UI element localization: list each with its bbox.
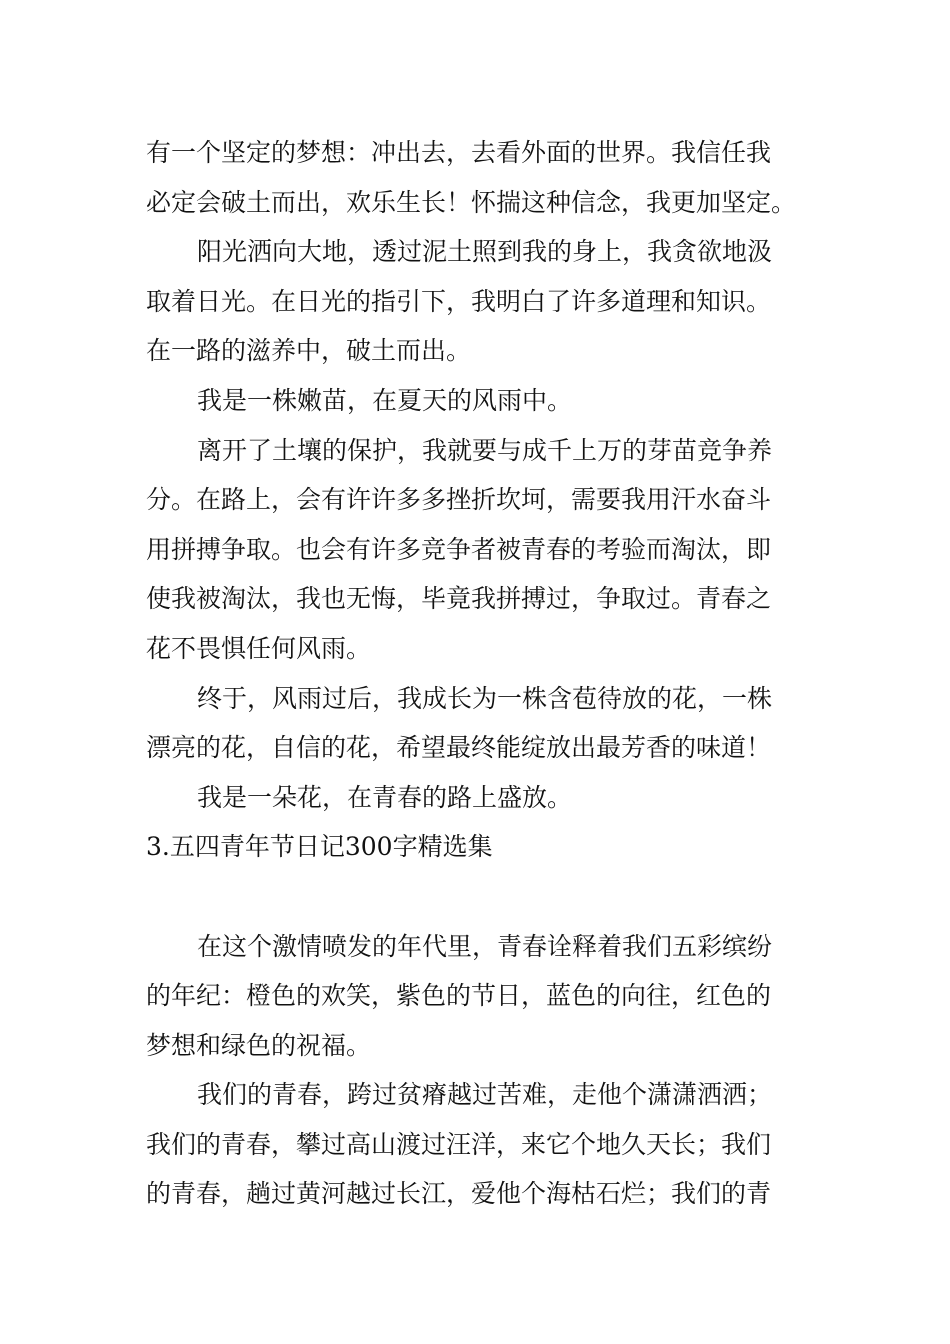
text-line: 我们的青春，攀过高山渡过汪洋，来它个地久天长；我们 [146, 1129, 772, 1159]
text-line: 的青春，趟过黄河越过长江，爱他个海枯石烂；我们的青 [146, 1179, 772, 1209]
text-line: 使我被淘汰，我也无悔，毕竟我拼搏过，争取过。青春之 [146, 584, 772, 614]
blank-line [146, 872, 808, 922]
text-line: 梦想和绿色的祝福。 [146, 1030, 372, 1060]
text-line: 取着日光。在日光的指引下，我明白了许多道理和知识。 [146, 286, 772, 316]
text-line: 有一个坚定的梦想：冲出去，去看外面的世界。我信任我 [146, 138, 772, 167]
text-line: 我是一株嫩苗，在夏天的风雨中。 [197, 385, 573, 415]
text-line: 的年纪：橙色的欢笑，紫色的节日，蓝色的向往，红色的 [146, 981, 772, 1011]
text-line: 离开了土壤的保护，我就要与成千上万的芽苗竞争养 [197, 435, 773, 465]
section-heading: 3.五四青年节日记300字精选集 [146, 832, 493, 862]
text-line: 分。在路上，会有许许多多挫折坎坷，需要我用汗水奋斗 [146, 485, 772, 515]
text-line: 在一路的滋养中，破土而出。 [146, 336, 472, 366]
text-line: 在这个激情喷发的年代里，青春诠释着我们五彩缤纷 [197, 931, 773, 961]
text-line: 我是一朵花，在青春的路上盛放。 [197, 782, 573, 812]
text-line: 花不畏惧任何风雨。 [146, 633, 372, 663]
text-line: 阳光洒向大地，透过泥土照到我的身上，我贪欲地汲 [197, 237, 773, 267]
text-line: 我们的青春，跨过贫瘠越过苦难，走他个潇潇洒洒； [197, 1080, 773, 1110]
document-body [146, 128, 808, 1219]
text-line: 终于，风雨过后，我成长为一株含苞待放的花，一株 [197, 683, 773, 713]
text-line: 必定会破土而出，欢乐生长！怀揣这种信念，我更加坚定。 [146, 187, 797, 217]
text-line: 用拼搏争取。也会有许多竞争者被青春的考验而淘汰，即 [146, 534, 772, 564]
text-line: 漂亮的花，自信的花，希望最终能绽放出最芳香的味道！ [146, 733, 772, 763]
